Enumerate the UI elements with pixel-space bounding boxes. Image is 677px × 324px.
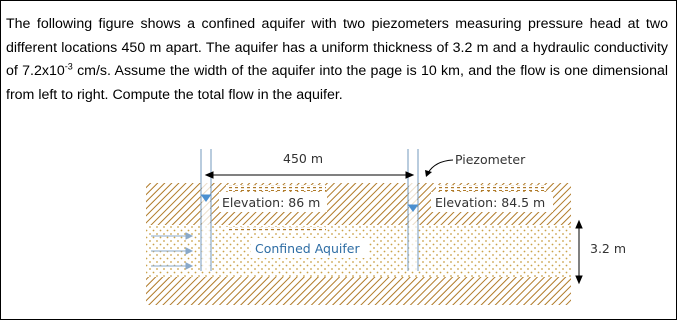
lower-confining-layer <box>146 277 571 305</box>
problem-text-part-1: The following figure shows a confined aquifer with two piezometers measuring pressure head at two different locations 450 m apart. The aquifer has a uniform thickness of 3.2 m and a hydraulic conductivity of 7.2x10 <box>6 16 668 79</box>
piezometer-callout-arrow <box>425 170 432 177</box>
upper-soil-band-right <box>436 185 546 191</box>
problem-text-part-2: cm/s. Assume the width of the aquifer into the page is 10 km, and the flow is one dimensional from left to right. Compute the total flow in the aquifer. <box>6 63 668 103</box>
piezometer-callout-line <box>428 160 453 173</box>
elevation-left-label: Elevation: 86 m <box>222 195 321 210</box>
piezometer-right <box>408 149 418 271</box>
aquifer-dashed-band <box>226 227 326 232</box>
thickness-dimension <box>576 221 582 283</box>
elevation-right-label: Elevation: 84.5 m <box>435 195 546 210</box>
aquifer-label: Confined Aquifer <box>255 241 360 256</box>
upper-soil-band <box>226 185 326 191</box>
piezometer-label: Piezometer <box>455 152 526 167</box>
exponent: -3 <box>64 61 73 72</box>
distance-label: 450 m <box>283 151 324 166</box>
distance-dimension <box>206 172 413 178</box>
aquifer-diagram <box>1 141 677 319</box>
problem-statement <box>6 13 668 107</box>
thickness-label: 3.2 m <box>590 241 627 256</box>
piezometer-left <box>201 149 211 271</box>
aquifer-figure <box>1 141 677 319</box>
